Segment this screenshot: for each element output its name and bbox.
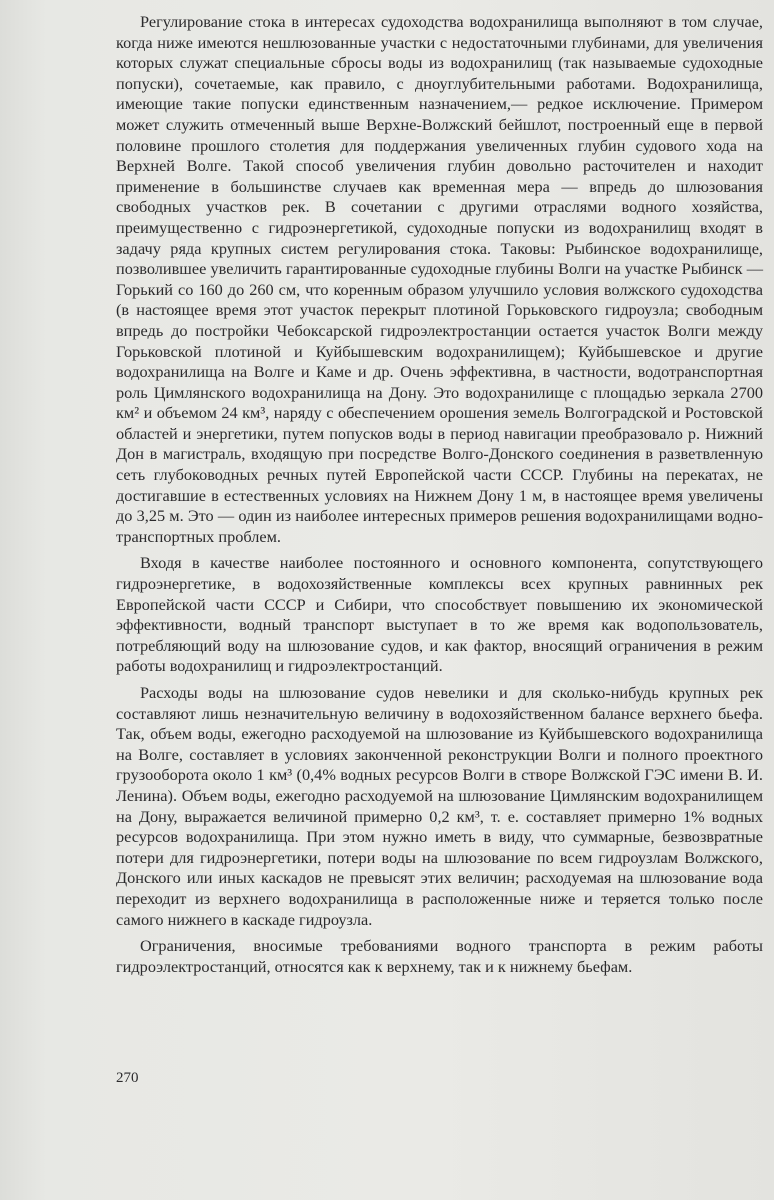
- body-text: [116, 12, 763, 983]
- paragraph-2: Входя в качестве наиболее постоянного и основного компонента, сопутствующего гидроэнергетике, в водохозяйственные комплексы всех крупных равнинных рек Европейской части СССР и Сибири, что способствует повышению их экономической эффективности, водный транспорт выступает в то же время как водопользователь, потребляющий воду на шлюзование судов, и как фактор, вносящий ограничения в режим работы водохранилищ и гидроэлектростанций.: [116, 553, 763, 676]
- paragraph-4: Ограничения, вносимые требованиями водного транспорта в режим работы гидроэлектростанций, относятся как к верхнему, так и к нижнему бьефам.: [116, 936, 763, 976]
- page-number: 270: [116, 1070, 139, 1086]
- paragraph-3: Расходы воды на шлюзование судов невелики и для сколько-нибудь крупных рек составляют лишь незначительную величину в водохозяйственном балансе верхнего бьефа. Так, объем воды, ежегодно расходуемой на шлюзование из Куйбышевского водохранилища на Волге, составляет в условиях законченной реконструкции Волги и полного проектного грузооборота около 1 км³ (0,4% водных ресурсов Волги в створе Волжской ГЭС имени В. И. Ленина). Объем воды, ежегодно расходуемой на шлюзование Цимлянским водохранилищем на Дону, выражается величиной примерно 0,2 км³, т. е. составляет примерно 1% водных ресурсов водохранилища. При этом нужно иметь в виду, что суммарные, безвозвратные потери для гидроэнергетики, потери воды на шлюзование по всем гидроузлам Волжского, Донского или иных каскадов не превысят этих величин; расходуемая на шлюзование вода переходит из верхнего водохранилища в расположенные ниже и теряется только после самого нижнего в каскаде гидроузла.: [116, 683, 763, 929]
- paragraph-1: Регулирование стока в интересах судоходства водохранилища выполняют в том случае, когда ниже имеются нешлюзованные участки с недостаточными глубинами, для увеличения которых служат специальные сбросы воды из водохранилищ (так называемые судоходные попуски), сочетаемые, как правило, с дноуглубительными работами. Водохранилища, имеющие такие попуски единственным назначением,— редкое исключение. Примером может служить отмеченный выше Верхне-Волжский бейшлот, построенный еще в первой половине прошлого столетия для поддержания увеличенных глубин судового хода на Верхней Волге. Такой способ увеличения глубин довольно расточителен и находит применение в большинстве случаев как временная мера — впредь до шлюзования свободных участков рек. В сочетании с другими отраслями водного хозяйства, преимущественно с гидроэнергетикой, судоходные попуски из водохранилищ входят в задачу ряда крупных систем регулирования стока. Таковы: Рыбинское водохранилище, позволившее увеличить гарантированные судоходные глубины Волги на участке Рыбинск — Горький со 160 до 260 см, что коренным образом улучшило условия волжского судоходства (в настоящее время этот участок перекрыт плотиной Горьковского гидроузла; свободным впредь до постройки Чебоксарской гидроэлектростанции остается участок Волги между Горьковской плотиной и Куйбышевским водохранилищем); Куйбышевское и другие водохранилища на Волге и Каме и др. Очень эффективна, в частности, водотранспортная роль Цимлянского водохранилища на Дону. Это водохранилище с площадью зеркала 2700 км² и объемом 24 км³, наряду с обеспечением орошения земель Волгоградской и Ростовской областей и энергетики, путем попусков воды в период навигации преобразовало р. Нижний Дон в магистраль, входящую при посредстве Волго-Донского соединения в разветвленную сеть глубоководных речных путей Европейской части СССР. Глубины на перекатах, не достигавшие в естественных условиях на Нижнем Дону 1 м, в настоящее время увеличены до 3,25 м. Это — один из наиболее интересных примеров решения водохранилищами водно-транспортных проблем.: [116, 12, 763, 546]
